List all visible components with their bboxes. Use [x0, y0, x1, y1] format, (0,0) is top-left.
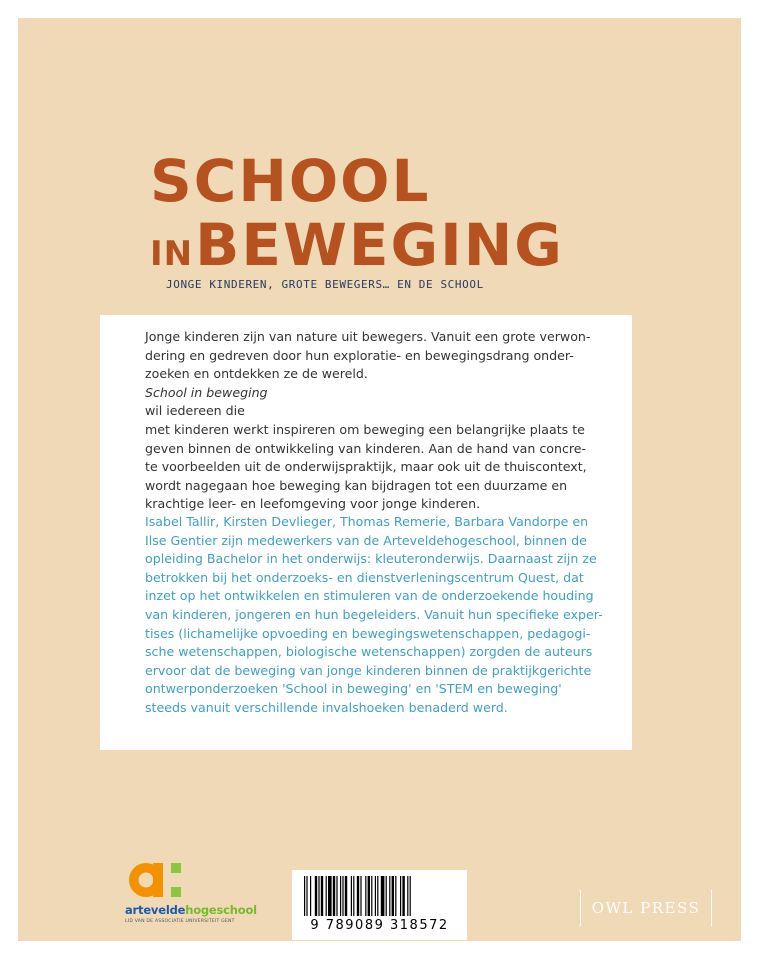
authors-line: tises (lichamelijke opvoeding en bewegingswetenschappen, pedagogi-	[145, 625, 591, 641]
barcode-bar	[328, 876, 332, 916]
barcode-bar	[392, 876, 394, 916]
barcode-bar	[333, 876, 335, 916]
blurb-line: wordt nagegaan hoe beweging kan bijdragen tot een duurzame en	[145, 477, 568, 493]
book-title	[150, 147, 564, 279]
authors-line: opleiding Bachelor in het onderwijs: kleuteronderwijs. Daarnaast zijn ze	[145, 551, 597, 567]
barcode-bar	[340, 876, 341, 916]
barcode-bar	[336, 876, 337, 916]
artevelde-logo-name	[125, 903, 257, 917]
barcode-bar	[304, 876, 305, 916]
barcode-bar	[310, 876, 311, 916]
blurb-line-part: zoeken en ontdekken ze de wereld.	[145, 366, 368, 382]
authors-line: steeds vanuit verschillende invalshoeken benaderd werd.	[145, 699, 508, 715]
logo-name-part2: hogeschool	[185, 903, 257, 917]
artevelde-logo-icon	[127, 860, 187, 900]
barcode-bar	[368, 876, 370, 916]
authors-line: van kinderen, jongeren en hun begeleiders. Vanuit hun specifieke exper-	[145, 606, 603, 622]
blurb-paragraph	[145, 328, 595, 514]
isbn-barcode	[292, 870, 467, 940]
blurb-line	[145, 365, 595, 421]
barcode-bar	[326, 876, 327, 916]
barcode-bars	[304, 876, 455, 916]
barcode-bar	[410, 876, 411, 916]
blurb-line: met kinderen werkt inspireren om beweging een belangrijke plaats te	[145, 421, 585, 437]
blurb-line: te voorbeelden uit de onderwijspraktijk, maar ook uit de thuiscontext,	[145, 459, 587, 475]
blurb-line: geven binnen de ontwikkeling van kinderen. Aan de hand van concre-	[145, 440, 587, 456]
title-line-beweging	[150, 211, 564, 279]
barcode-bar	[375, 876, 376, 916]
book-subtitle: JONGE KINDEREN, GROTE BEWEGERS… EN DE SCHOOL	[166, 278, 484, 291]
title-line-school: SCHOOL	[150, 147, 431, 215]
barcode-bar	[389, 876, 390, 916]
barcode-bar	[306, 876, 307, 916]
barcode-bar	[377, 876, 378, 916]
barcode-bar	[318, 876, 319, 916]
barcode-bar	[345, 876, 347, 916]
barcode-bar	[360, 876, 361, 916]
blurb-line: krachtige leer- en leefomgeving voor jonge kinderen.	[145, 496, 481, 512]
logo-name-part1: artevelde	[125, 903, 186, 917]
authors-line: Isabel Tallir, Kirsten Devlieger, Thomas Remerie, Barbara Vandorpe en	[145, 514, 589, 529]
blurb-line: Jonge kinderen zijn van nature uit bewegers. Vanuit een grote verwon-	[145, 329, 591, 344]
blurb-line-part: wil iedereen die	[145, 403, 245, 419]
barcode-bar	[402, 876, 404, 916]
publisher-logo: OWL PRESS	[580, 890, 712, 926]
barcode-bar	[321, 876, 323, 916]
blurb-line: dering en gedreven door hun exploratie- en bewegingsdrang onder-	[145, 347, 574, 363]
title-in: IN	[150, 234, 194, 274]
authors-line: betrokken bij het onderzoeks- en dienstverleningscentrum Quest, dat	[145, 569, 584, 585]
barcode-bar	[353, 876, 354, 916]
text-panel	[100, 315, 632, 750]
barcode-bar	[342, 876, 343, 916]
barcode-bar	[400, 876, 401, 916]
barcode-bar	[351, 876, 352, 916]
barcode-bar	[386, 876, 387, 916]
barcode-bar	[395, 876, 396, 916]
authors-line: inzet op het ontwikkelen en stimuleren van de onderzoekende houding	[145, 588, 594, 604]
blurb-title-italic: School in beweging	[145, 384, 268, 400]
barcode-bar	[371, 876, 372, 916]
barcode-bar	[407, 876, 408, 916]
isbn-number: 9 789089 318572	[310, 918, 449, 933]
authors-line: ontwerponderzoeken 'School in beweging' en 'STEM en beweging'	[145, 681, 562, 697]
authors-line: Ilse Gentier zijn medewerkers van de Arteveldehogeschool, binnen de	[145, 532, 587, 548]
barcode-bar	[357, 876, 359, 916]
authors-line: ervoor dat de beweging van jonge kinderen binnen de praktijkgerichte	[145, 662, 592, 678]
artevelde-logo-tagline: LID VAN DE ASSOCIATIE UNIVERSITEIT GENT	[125, 919, 235, 924]
title-beweging: BEWEGING	[195, 211, 564, 279]
artevelde-logo	[125, 860, 257, 930]
authors-paragraph	[145, 513, 603, 718]
barcode-bar	[365, 876, 366, 916]
authors-line: sche wetenschappen, biologische wetenschappen) zorgden de auteurs	[145, 644, 593, 660]
barcode-bar	[381, 876, 385, 916]
barcode-bar	[315, 876, 317, 916]
